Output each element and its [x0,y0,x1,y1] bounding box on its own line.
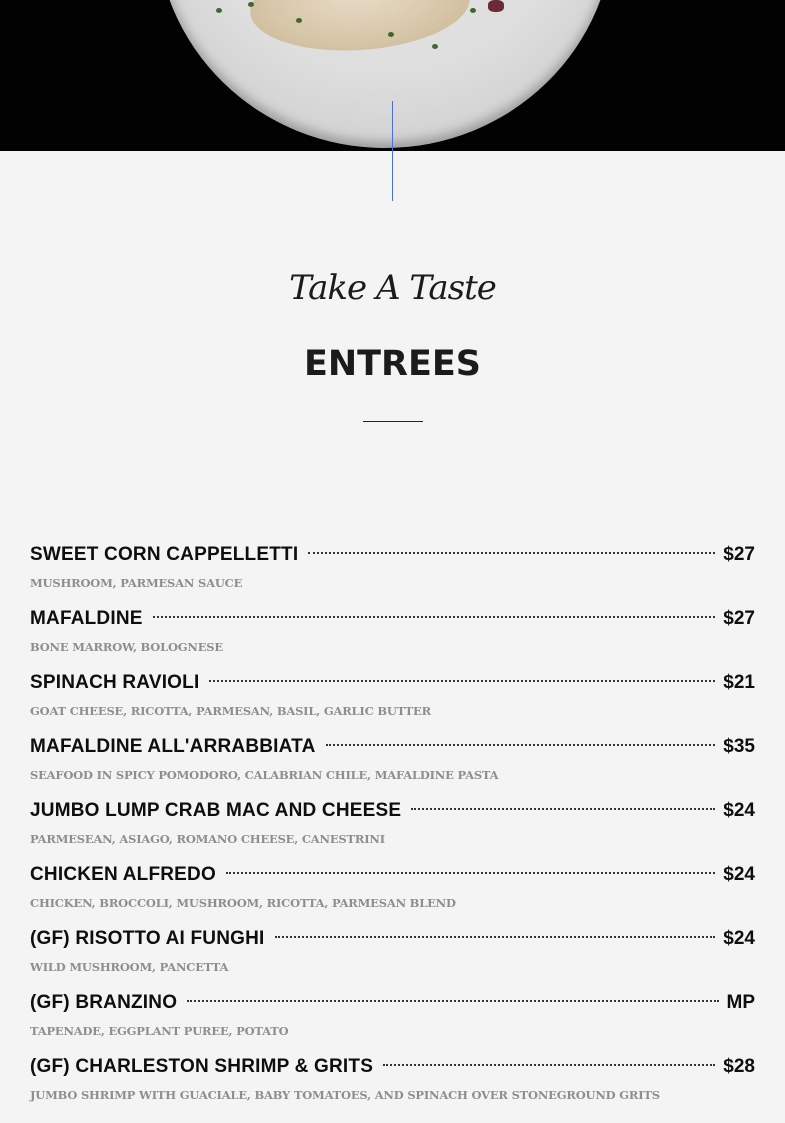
menu-item [30,800,755,864]
menu-item [30,864,755,928]
menu-item-description: TAPENADE, EGGPLANT PUREE, POTATO [30,1024,289,1038]
menu-item-price: $21 [723,672,755,693]
menu-item-description: GOAT CHEESE, RICOTTA, PARMESAN, BASIL, GARLIC BUTTER [30,704,431,718]
herb-garnish [248,2,254,7]
dotted-leader [209,680,715,682]
menu-item-name: (GF) CHARLESTON SHRIMP & GRITS [30,1056,374,1077]
herb-garnish [470,8,476,13]
menu-item-name: SWEET CORN CAPPELLETTI [30,544,299,565]
menu-item-price: $35 [723,736,755,757]
menu-item [30,992,755,1056]
dotted-leader [226,872,715,874]
menu-item-name: MAFALDINE [30,608,143,629]
menu-item-description: MUSHROOM, PARMESAN SAUCE [30,576,243,590]
herb-garnish [216,8,222,13]
herb-garnish [296,18,302,23]
dotted-leader [411,808,715,810]
menu-item-description: SEAFOOD IN SPICY POMODORO, CALABRIAN CHILE, MAFALDINE PASTA [30,768,499,782]
menu-item [30,544,755,608]
scroll-indicator-line [392,101,393,201]
menu-item-description: BONE MARROW, BOLOGNESE [30,640,223,654]
menu-item-description: WILD MUSHROOM, PANCETTA [30,960,229,974]
menu-item [30,736,755,800]
title-divider [363,421,423,422]
menu-item-name: (GF) BRANZINO [30,992,178,1013]
menu-item-name: MAFALDINE ALL'ARRABBIATA [30,736,316,757]
dotted-leader [383,1064,715,1066]
herb-garnish [388,32,394,37]
dotted-leader [153,616,716,618]
menu-item-name: SPINACH RAVIOLI [30,672,200,693]
menu-item [30,672,755,736]
menu-item-name: (GF) RISOTTO AI FUNGHI [30,928,265,949]
dotted-leader [187,1000,718,1002]
menu-item-price: $28 [723,1056,755,1077]
menu-item [30,608,755,672]
menu-item-name: JUMBO LUMP CRAB MAC AND CHEESE [30,800,402,821]
menu-item-price: $24 [723,928,755,949]
menu-item-price: $27 [723,544,755,565]
menu-item-description: JUMBO SHRIMP WITH GUACIALE, BABY TOMATOES, AND SPINACH OVER STONEGROUND GRITS [30,1088,660,1102]
dotted-leader [326,744,716,746]
menu-item-price: $24 [723,864,755,885]
dotted-leader [308,552,715,554]
dotted-leader [275,936,716,938]
menu-item-price: $24 [723,800,755,821]
menu-item-name: CHICKEN ALFREDO [30,864,216,885]
menu-list [30,544,755,1120]
menu-item-price: MP [726,992,755,1013]
section-title: ENTREES [303,344,482,384]
herb-garnish [432,44,438,49]
menu-item-description: CHICKEN, BROCCOLI, MUSHROOM, RICOTTA, PARMESAN BLEND [30,896,456,910]
menu-item-price: $27 [723,608,755,629]
menu-item [30,1056,755,1120]
menu-item-description: PARMESEAN, ASIAGO, ROMANO CHEESE, CANESTRINI [30,832,385,846]
section-tagline: Take A Taste [289,268,496,308]
menu-item [30,928,755,992]
garnish-image [488,0,504,12]
